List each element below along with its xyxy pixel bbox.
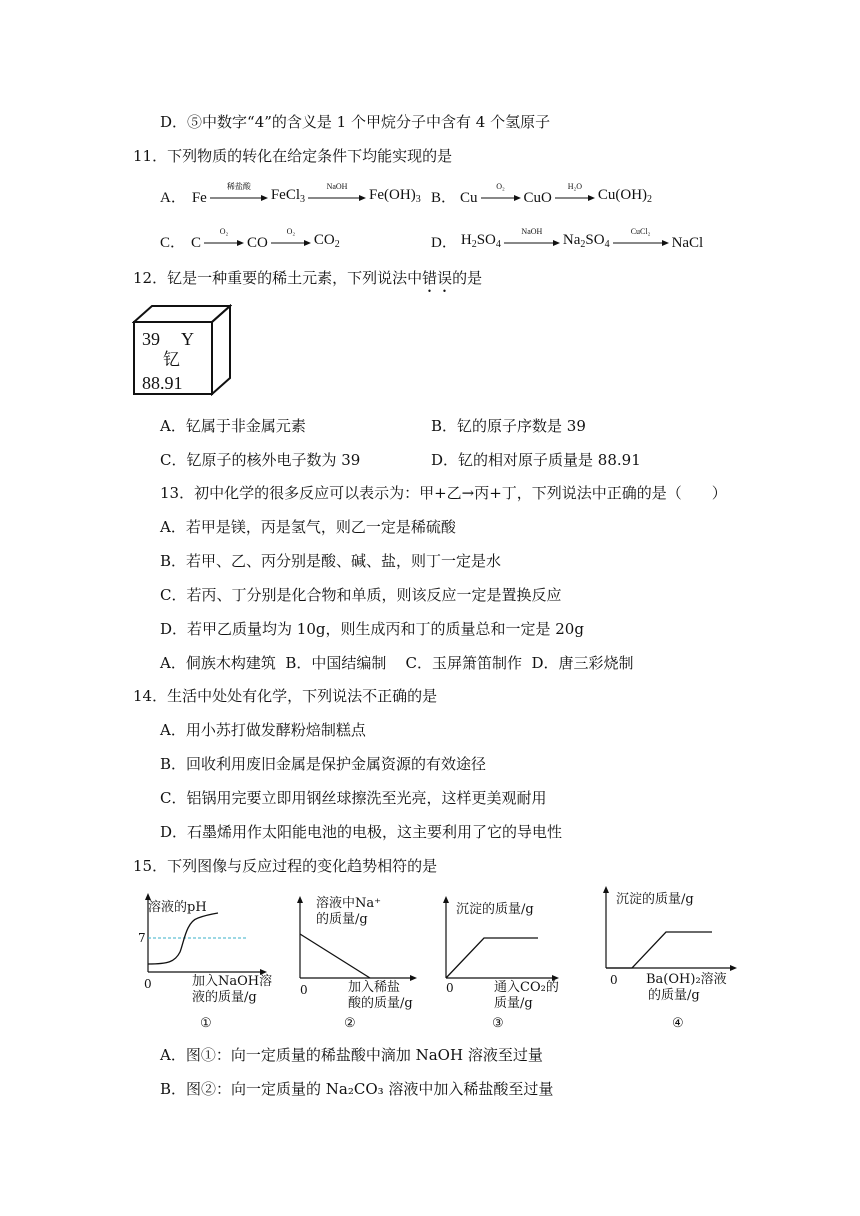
q15-option-a: A．图①：向一定质量的稀盐酸中滴加 NaOH 溶液至过量	[160, 1046, 543, 1064]
reaction-condition: CuCl₂	[630, 226, 651, 236]
graph-1-xlabel: 加入NaOH溶	[192, 974, 273, 989]
q14-option-b: B．回收利用废旧金属是保护金属资源的有效途径	[160, 755, 487, 773]
graph-2-ylabel: 的质量/g	[316, 912, 368, 927]
reaction-arrow	[613, 226, 669, 247]
reaction-arrow	[210, 181, 268, 202]
reaction-condition: 稀盐酸	[226, 181, 251, 191]
q11-option-b	[431, 181, 653, 210]
q11-option-c	[160, 226, 340, 255]
formula: $Na_2SO_4$	[562, 232, 610, 250]
graph-4-ylabel: 沉淀的质量/g	[616, 892, 694, 907]
graph-1-number: ①	[200, 1016, 212, 1031]
reaction-condition: NaOH	[326, 181, 348, 191]
formula: Cu	[460, 189, 478, 206]
reaction-condition: H₂O	[567, 181, 583, 191]
formula: $CO_2$	[313, 232, 340, 250]
formula: C	[191, 234, 202, 251]
periodic-element-cell	[132, 304, 232, 396]
reaction-condition: NaOH	[521, 226, 543, 236]
option-label: B．	[431, 189, 457, 206]
q13-option-d: D．若甲乙质量均为 10g，则生成丙和丁的质量总和一定是 20g	[160, 620, 584, 638]
graph-3	[438, 892, 568, 1032]
q14-option-d: D．石墨烯用作太阳能电池的电极，这主要利用了它的导电性	[160, 823, 563, 841]
emphasis-dots: 错误	[422, 269, 453, 287]
formula: $H_2SO_4$	[460, 232, 501, 250]
q14-option-a: A．用小苏打做发酵粉焙制糕点	[160, 721, 366, 739]
q13-option-b: B．若甲、乙、丙分别是酸、碱、盐，则丁一定是水	[160, 552, 502, 570]
q15-option-b: B．图②：向一定质量的 Na₂CO₃ 溶液中加入稀盐酸至过量	[160, 1080, 554, 1098]
graph-3-origin: 0	[446, 981, 454, 995]
option-label: D．	[431, 234, 457, 251]
q13-stray-options: A．侗族木构建筑 B．中国结编制 C．玉屏箫笛制作 D．唐三彩烧制	[160, 654, 634, 672]
formula: $Cu(OH)_2$	[597, 187, 653, 205]
graph-2-number: ②	[344, 1016, 356, 1031]
graph-2-xlabel: 酸的质量/g	[348, 996, 413, 1011]
graph-3-ylabel: 沉淀的质量/g	[456, 902, 534, 917]
graph-2-ylabel: 溶液中Na⁺	[316, 896, 381, 911]
q13-stem: 13．初中化学的很多反应可以表示为：甲+乙→丙+丁，下列说法中正确的是（ ）	[160, 484, 727, 502]
reaction-arrow	[308, 181, 366, 202]
q10-option-d: D．⑤中数字“4”的含义是 1 个甲烷分子中含有 4 个氢原子	[160, 113, 551, 131]
formula: $Fe(OH)_3$	[369, 187, 421, 205]
graph-4-xlabel: Ba(OH)₂溶液	[646, 972, 727, 987]
reaction-condition: O₂	[286, 226, 296, 236]
graph-1	[130, 892, 280, 1032]
graph-2	[290, 892, 430, 1032]
q12-option-b: B．钇的原子序数是 39	[431, 417, 586, 435]
formula: Fe	[191, 189, 207, 206]
element-symbol: Y	[181, 329, 194, 349]
graph-4-origin: 0	[610, 973, 618, 987]
atomic-mass: 88.91	[142, 373, 183, 393]
q11-option-a	[160, 181, 421, 210]
graph-2-xlabel: 加入稀盐	[348, 980, 401, 995]
q13-option-a: A．若甲是镁，丙是氢气，则乙一定是稀硫酸	[160, 518, 456, 536]
q11-option-d	[431, 226, 704, 255]
reaction-arrow	[504, 226, 560, 247]
reaction-arrow	[271, 226, 311, 247]
option-label: A．	[160, 189, 186, 206]
q15-stem: 15．下列图像与反应过程的变化趋势相符的是	[133, 857, 438, 875]
reaction-arrow	[204, 226, 244, 247]
formula: CO	[247, 234, 268, 251]
q12-stem: 12．钇是一种重要的稀土元素，下列说法中错误的是	[133, 269, 483, 287]
graph-1-xlabel: 液的质量/g	[192, 990, 257, 1005]
q14-option-c: C．铝锅用完要立即用钢丝球擦洗至光亮，这样更美观耐用	[160, 789, 547, 807]
option-label: C．	[160, 234, 186, 251]
q14-stem: 14．生活中处处有化学，下列说法不正确的是	[133, 687, 438, 705]
graph-3-number: ③	[492, 1016, 504, 1031]
q13-option-c: C．若丙、丁分别是化合物和单质，则该反应一定是置换反应	[160, 586, 562, 604]
graph-4-number: ④	[672, 1016, 684, 1031]
reaction-arrow	[481, 181, 521, 202]
graph-4	[596, 884, 746, 1032]
graph-3-xlabel: 质量/g	[494, 996, 533, 1011]
q11-stem: 11．下列物质的转化在给定条件下均能实现的是	[133, 147, 453, 165]
formula: FeCl$_3$	[270, 187, 306, 205]
q12-option-c: C．钇原子的核外电子数为 39	[160, 451, 361, 469]
graph-1-ylabel: 溶液的pH	[148, 900, 207, 915]
q12-option-a: A．钇属于非金属元素	[160, 417, 306, 435]
element-name: 钇	[163, 350, 180, 370]
graph-2-origin: 0	[300, 983, 308, 997]
q12-option-d: D．钇的相对原子质量是 88.91	[431, 451, 641, 469]
formula: NaCl	[671, 234, 704, 251]
graph-4-xlabel: 的质量/g	[648, 988, 700, 1003]
atomic-number: 39	[142, 329, 160, 349]
reaction-arrow	[555, 181, 595, 202]
graph-1-origin: 0	[144, 977, 152, 991]
formula: CuO	[523, 189, 552, 206]
graph-3-xlabel: 通入CO₂的	[494, 980, 559, 995]
reaction-condition: O₂	[496, 181, 505, 191]
reaction-condition: O₂	[219, 226, 229, 236]
graph-1-tick-7: 7	[138, 931, 146, 945]
